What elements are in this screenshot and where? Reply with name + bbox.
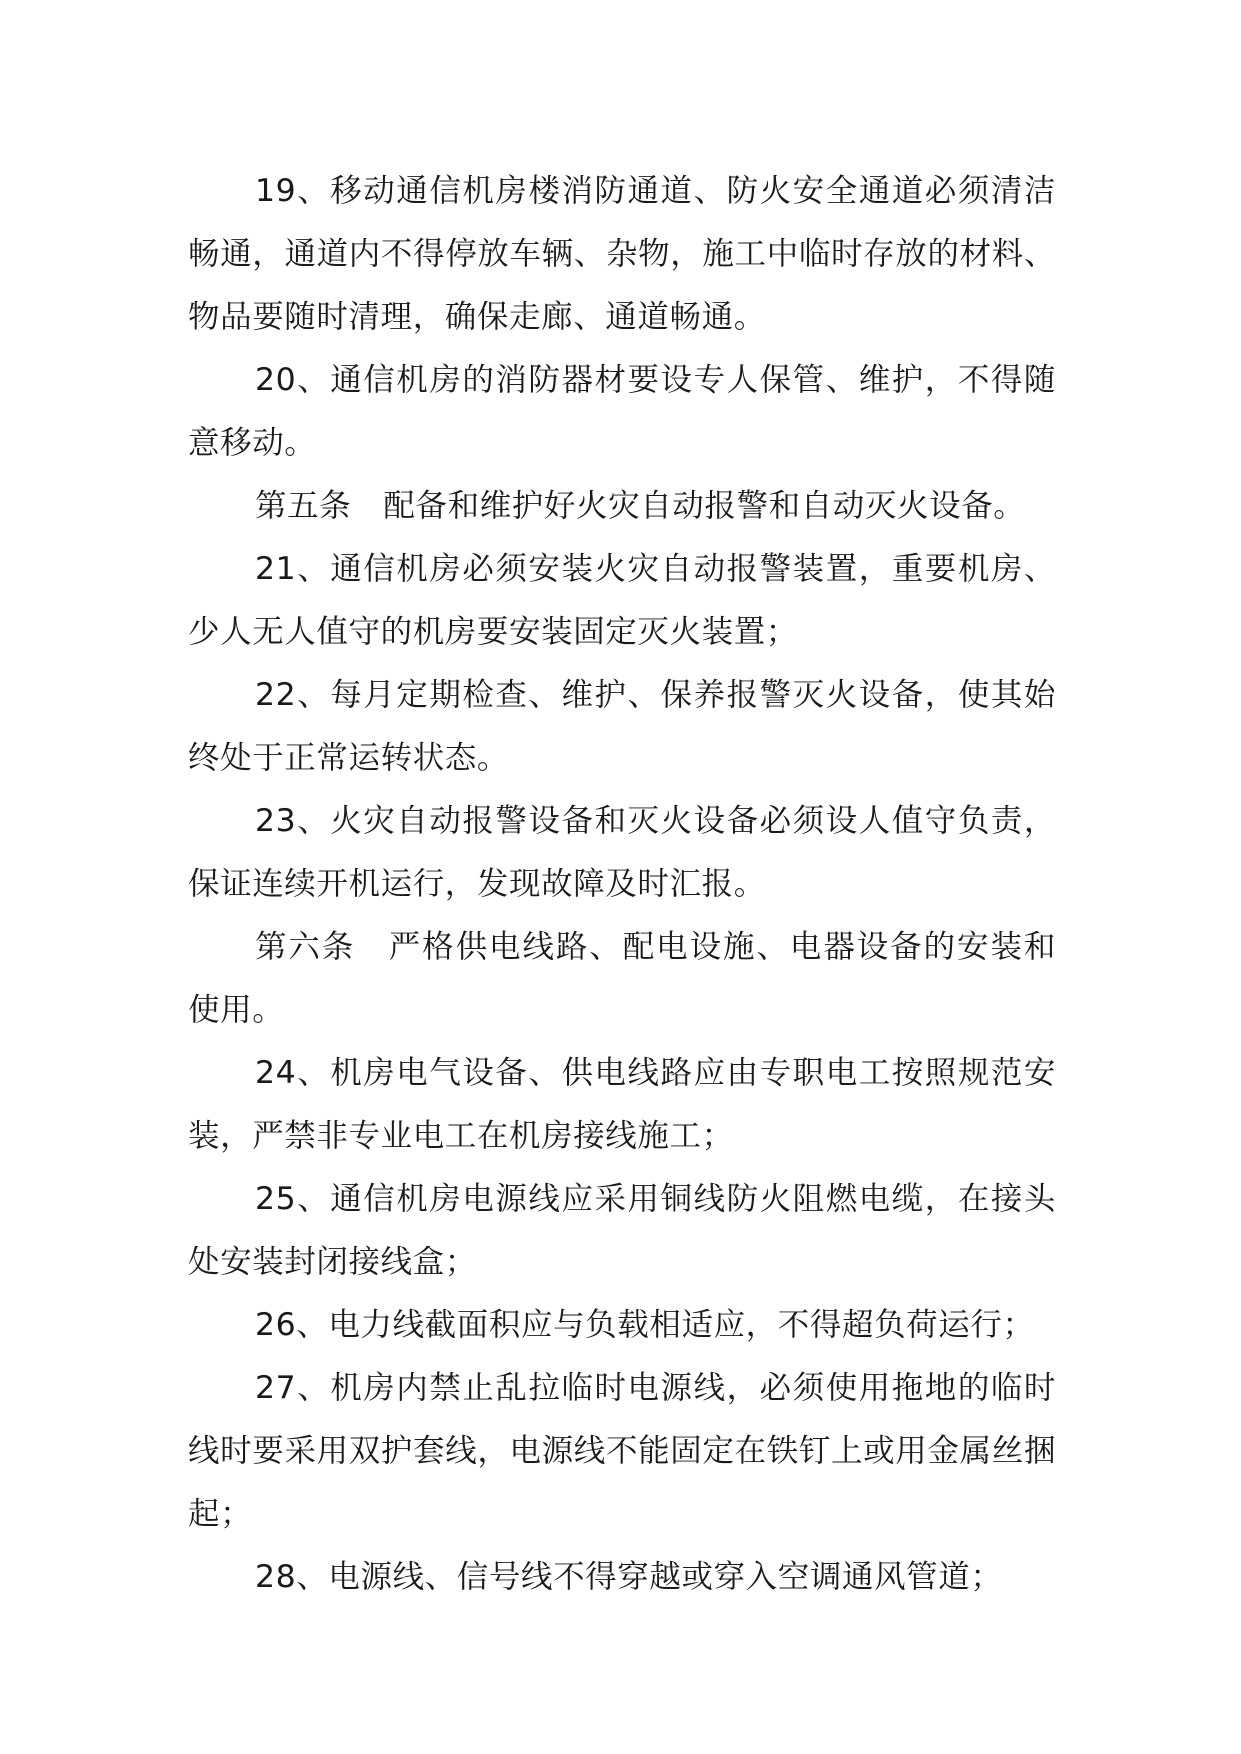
paragraph-item-23: 23、火灾自动报警设备和灭火设备必须设人值守负责，保证连续开机运行，发现故障及时汇报。 [188,803,1056,902]
paragraph-item-20: 20、通信机房的消防器材要设专人保管、维护，不得随意移动。 [188,362,1056,461]
paragraph-item-22: 22、每月定期检查、维护、保养报警灭火设备，使其始终处于正常运转状态。 [188,677,1056,776]
paragraph-item-28: 28、电源线、信号线不得穿越或穿入空调通风管道； [255,1559,1003,1595]
paragraph-item-27: 27、机房内禁止乱拉临时电源线，必须使用拖地的临时线时要采用双护套线，电源线不能固定在铁钉上或用金属丝捆起； [188,1370,1056,1532]
paragraph-item-21: 21、通信机房必须安装火灾自动报警装置，重要机房、少人无人值守的机房要安装固定灭火装置； [188,551,1056,650]
article-heading-5: 第五条 配备和维护好火灾自动报警和自动灭火设备。 [255,488,1026,524]
paragraph-item-26: 26、电力线截面积应与负载相适应，不得超负荷运行； [255,1307,1035,1343]
paragraph-item-24: 24、机房电气设备、供电线路应由专职电工按照规范安装，严禁非专业电工在机房接线施工； [188,1055,1056,1154]
paragraph-item-25: 25、通信机房电源线应采用铜线防火阻燃电缆，在接头处安装封闭接线盒； [188,1181,1056,1280]
article-heading-6: 第六条 严格供电线路、配电设施、电器设备的安装和使用。 [188,929,1056,1028]
paragraph-item-19: 19、移动通信机房楼消防通道、防火安全通道必须清洁畅通，通道内不得停放车辆、杂物，施工中临时存放的材料、物品要随时清理，确保走廊、通道畅通。 [188,173,1056,335]
document-body [188,160,1056,1609]
